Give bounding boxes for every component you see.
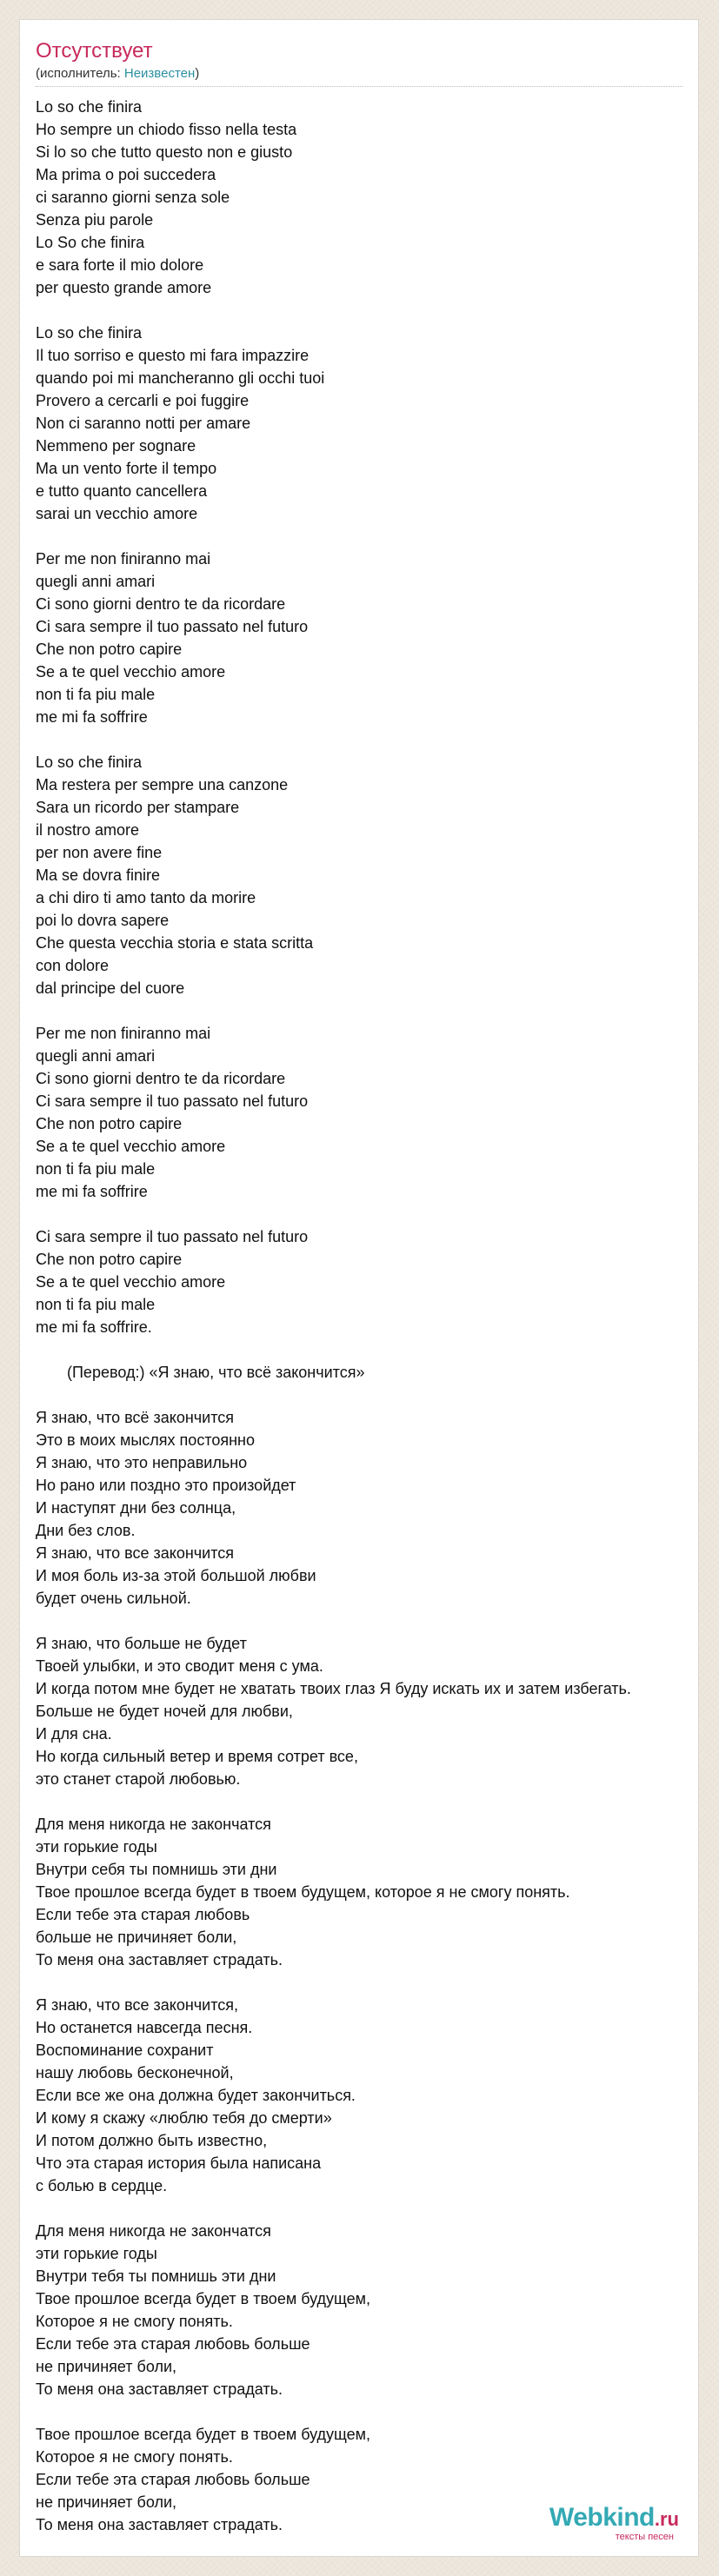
lyric-line: больше не причиняет боли, xyxy=(36,1929,237,1946)
lyric-line: И когда потом мне будет не хватать твоих глаз Я буду искать их и затем избегать. xyxy=(36,1680,631,1697)
stanza-spacer xyxy=(36,1338,682,1361)
lyric-line: это станет старой любовью. xyxy=(36,1770,241,1788)
lyric-line: И моя боль из-за этой большой любви xyxy=(36,1567,316,1584)
stanza xyxy=(36,1225,682,1338)
stanza-spacer xyxy=(36,1610,682,1632)
stanza xyxy=(36,322,682,525)
lyric-line: Senza piu parole xyxy=(36,211,154,229)
lyric-line: me mi fa soffrire xyxy=(36,708,148,726)
lyric-line: Lo so che finira xyxy=(36,324,143,342)
artist-line xyxy=(36,65,682,87)
original-lyrics xyxy=(36,96,682,1338)
lyric-line: ci saranno giorni senza sole xyxy=(36,189,230,206)
logo-subtitle: тексты песен xyxy=(615,2532,674,2542)
lyric-line: poi lo dovra sapere xyxy=(36,912,170,929)
lyric-line: Che questa vecchia storia e stata scritta xyxy=(36,934,314,952)
lyric-line: То меня она заставляет страдать. xyxy=(36,2516,283,2533)
lyric-line: Которое я не смогу понять. xyxy=(36,2313,233,2330)
stanza xyxy=(36,548,682,728)
stanza xyxy=(36,1406,682,1610)
stanza-spacer xyxy=(36,999,682,1022)
lyric-line: Больше не будет ночей для любви, xyxy=(36,1703,293,1720)
lyric-line: quando poi mi mancheranno gli occhi tuoi xyxy=(36,369,325,387)
lyric-line: a chi diro ti amo tanto da morire xyxy=(36,889,256,906)
lyric-line: эти горькие годы xyxy=(36,2245,157,2262)
lyric-line: Per me non finiranno mai xyxy=(36,1025,211,1042)
lyric-line: Ma se dovra finire xyxy=(36,866,161,884)
lyric-line: Для меня никогда не закончатся xyxy=(36,1816,271,1833)
lyric-line: Sara un ricordo per stampare xyxy=(36,799,240,816)
lyric-line: Che non potro capire xyxy=(36,1251,183,1268)
lyric-line: То меня она заставляет страдать. xyxy=(36,1951,283,1969)
webkind-logo[interactable] xyxy=(549,2504,679,2542)
lyric-line: Твое прошлое всегда будет в твоем будущем, xyxy=(36,2290,371,2307)
stanza xyxy=(36,1994,682,2197)
lyric-line: Я знаю, что больше не будет xyxy=(36,1635,247,1652)
artist-prefix: (исполнитель: xyxy=(36,66,124,81)
lyric-line: не причиняет боли, xyxy=(36,2358,177,2375)
lyric-line: Если тебе эта старая любовь больше xyxy=(36,2471,310,2488)
lyric-line: e sara forte il mio dolore xyxy=(36,256,204,274)
lyric-line: не причиняет боли, xyxy=(36,2493,177,2511)
stanza-spacer xyxy=(36,1790,682,1813)
lyric-line: Я знаю, что это неправильно xyxy=(36,1454,248,1471)
translated-lyrics xyxy=(36,1406,682,2536)
lyric-line: con dolore xyxy=(36,957,110,974)
lyric-line: me mi fa soffrire. xyxy=(36,1318,152,1336)
lyric-line: И потом должно быть известно, xyxy=(36,2132,268,2149)
lyric-line: Но останется навсегда песня. xyxy=(36,2019,253,2036)
lyric-line: Что эта старая история была написана xyxy=(36,2154,322,2172)
lyric-line: Ma un vento forte il tempo xyxy=(36,460,217,477)
lyric-line: non ti fa piu male xyxy=(36,686,156,703)
lyric-line: Но когда сильный ветер и время сотрет все, xyxy=(36,1748,358,1765)
lyric-line: Внутри тебя ты помнишь эти дни xyxy=(36,2267,276,2285)
lyric-line: Твоей улыбки, и это сводит меня с ума. xyxy=(36,1657,323,1675)
lyric-line: Твое прошлое всегда будет в твоем будущем, которое я не смогу понять. xyxy=(36,1883,570,1901)
lyric-line: Если тебе эта старая любовь xyxy=(36,1906,250,1923)
lyric-line: Если тебе эта старая любовь больше xyxy=(36,2335,310,2353)
lyric-line: Ci sono giorni dentro te da ricordare xyxy=(36,1070,286,1087)
lyric-line: Ho sempre un chiodo fisso nella testa xyxy=(36,121,297,138)
lyric-line: Ci sara sempre il tuo passato nel futuro xyxy=(36,618,309,635)
lyric-line: per questo grande amore xyxy=(36,279,212,296)
lyric-line: И кому я скажу «люблю тебя до смерти» xyxy=(36,2109,332,2127)
stanza-spacer xyxy=(36,1971,682,1994)
lyric-line: будет очень сильной. xyxy=(36,1590,191,1607)
stanza xyxy=(36,2220,682,2400)
lyric-line: Внутри себя ты помнишь эти дни xyxy=(36,1861,277,1878)
song-title: Отсутствует xyxy=(36,39,153,63)
stanza xyxy=(36,1632,682,1790)
lyric-line: dal principe del cuore xyxy=(36,979,185,997)
lyrics-card xyxy=(19,19,699,2557)
lyric-line: с болью в сердце. xyxy=(36,2177,168,2194)
lyric-line: То меня она заставляет страдать. xyxy=(36,2380,283,2398)
lyric-line: per non avere fine xyxy=(36,844,163,861)
lyric-line: Lo so che finira xyxy=(36,98,143,116)
lyric-line: Si lo so che tutto questo non e giusto xyxy=(36,143,293,161)
artist-suffix: ) xyxy=(195,66,200,81)
stanza-spacer xyxy=(36,728,682,751)
lyric-line: sarai un vecchio amore xyxy=(36,505,198,522)
stanza-spacer xyxy=(36,299,682,322)
stanza-spacer xyxy=(36,525,682,548)
stanza xyxy=(36,1813,682,1971)
stanza-spacer xyxy=(36,1203,682,1225)
lyric-line: Если все же она должна будет закончиться. xyxy=(36,2087,356,2104)
logo-tld-text: .ru xyxy=(654,2508,679,2530)
stanza xyxy=(36,1022,682,1203)
lyric-line: Дни без слов. xyxy=(36,1522,136,1539)
lyrics-body xyxy=(36,96,682,2536)
lyric-line: И наступят дни без солнца, xyxy=(36,1499,236,1517)
lyric-line: Ma prima o poi succedera xyxy=(36,166,216,183)
stanza-spacer xyxy=(36,2197,682,2220)
lyric-line: И для сна. xyxy=(36,1725,112,1743)
lyric-line: Ma restera per sempre una canzone xyxy=(36,776,289,793)
artist-link[interactable]: Неизвестен xyxy=(123,66,196,81)
logo-wordmark xyxy=(549,2504,679,2532)
lyric-line: Которое я не смогу понять. xyxy=(36,2448,233,2466)
lyric-line: Lo So che finira xyxy=(36,234,145,251)
lyric-line: Se a te quel vecchio amore xyxy=(36,1138,226,1155)
lyric-line: Ci sono giorni dentro te da ricordare xyxy=(36,595,286,613)
lyric-line: нашу любовь бесконечной, xyxy=(36,2064,234,2081)
lyric-line: Nemmeno per sognare xyxy=(36,437,196,455)
lyric-line: Non ci saranno notti per amare xyxy=(36,415,251,432)
lyric-line: Воспоминание сохранит xyxy=(36,2042,214,2059)
lyric-line: Lo so che finira xyxy=(36,754,143,771)
stanza xyxy=(36,96,682,299)
stanza-spacer xyxy=(36,1384,682,1406)
lyric-line: Per me non finiranno mai xyxy=(36,550,211,568)
lyric-line: Ci sara sempre il tuo passato nel futuro xyxy=(36,1092,309,1110)
lyric-line: Но рано или поздно это произойдет xyxy=(36,1477,296,1494)
lyric-line: Che non potro capire xyxy=(36,1115,183,1132)
lyric-line: Ci sara sempre il tuo passato nel futuro xyxy=(36,1228,309,1245)
lyric-line: Provero a cercarli e poi fuggire xyxy=(36,392,250,409)
lyric-line: Твое прошлое всегда будет в твоем будущем, xyxy=(36,2426,371,2443)
lyric-line: Я знаю, что всё закончится xyxy=(36,1409,235,1426)
lyric-line: il nostro amore xyxy=(36,821,140,839)
translation-heading: (Перевод:) «Я знаю, что всё закончится» xyxy=(67,1364,365,1381)
lyric-line: Se a te quel vecchio amore xyxy=(36,1273,226,1291)
lyric-line: non ti fa piu male xyxy=(36,1296,156,1313)
lyric-line: non ti fa piu male xyxy=(36,1160,156,1178)
lyric-line: Для меня никогда не закончатся xyxy=(36,2222,271,2240)
lyric-line: quegli anni amari xyxy=(36,1047,156,1065)
stanza xyxy=(36,751,682,999)
lyric-line: эти горькие годы xyxy=(36,1838,157,1856)
lyric-line: me mi fa soffrire xyxy=(36,1183,148,1200)
lyric-line: Я знаю, что все закончится, xyxy=(36,1996,239,2014)
lyric-line: Che non potro capire xyxy=(36,641,183,658)
lyric-line: Это в моих мыслях постоянно xyxy=(36,1431,256,1449)
lyric-line: Se a te quel vecchio amore xyxy=(36,663,226,681)
logo-main-text: Webkind xyxy=(549,2503,655,2532)
lyric-line: Я знаю, что все закончится xyxy=(36,1544,235,1562)
stanza-spacer xyxy=(36,2400,682,2423)
lyric-line: quegli anni amari xyxy=(36,573,156,590)
lyric-line: Il tuo sorriso e questo mi fara impazzire xyxy=(36,347,310,364)
lyric-line: e tutto quanto cancellera xyxy=(36,482,208,500)
